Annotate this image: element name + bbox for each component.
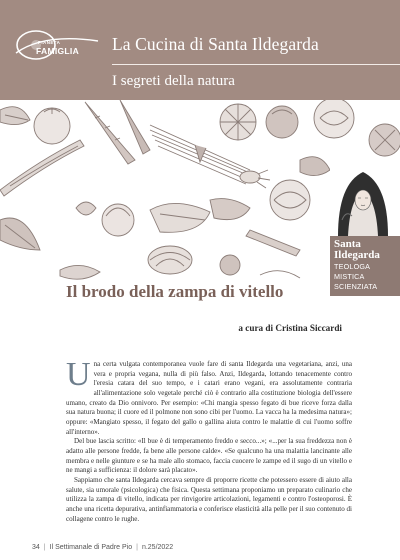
paragraph-2: Del bue lascia scritto: «Il bue è di temperamento freddo e secco...»; «...per la sua freddezza non è adatto alle persone fredde, fa bene alle persone calde». «Se qualcuno ha una malattia lancinante alle membra e nelle giunture e se ha male allo stomaco, faccia cuocere le zampe ed il sugo di un vitello e ne mangi a sufficienza: il dolore sarà placato». (66, 437, 352, 475)
badge-role-3: SCIENZIATA (334, 282, 378, 291)
paragraph-1 (66, 356, 352, 437)
badge-role-2: MISTICA (334, 272, 365, 281)
logo-text-bottom: FAMIGLIA (36, 46, 80, 56)
column-subtitle: I segreti della natura (112, 73, 235, 89)
page-footer: 34 | Il Settimanale di Padre Pio | n.25/2022 (32, 544, 174, 551)
badge-name-line1: Santa (334, 238, 361, 250)
badge-name-line2: Ildegarda (334, 249, 380, 261)
article-byline: a cura di Cristina Siccardi (238, 323, 342, 333)
issue-number: n.25/2022 (141, 544, 174, 551)
column-title: La Cucina di Santa Ildegarda (112, 34, 319, 54)
article-body (66, 356, 352, 524)
page-number: 34 (32, 544, 40, 551)
publication-name: Il Settimanale di Padre Pio (49, 544, 133, 551)
logo-text-top: PIANETA (38, 40, 61, 45)
badge-role-1: TEOLOGA (334, 262, 371, 271)
article-title: Il brodo della zampa di vitello (66, 282, 284, 301)
paragraph-1-text: na certa vulgata contemporanea vuole fare di santa Ildegarda una vegetariana, anzi, una vera e propria vegana, nulla di più falso. Anzi, Ildegarda, lottando tenacemente contro l'eresia catara del suo tempo, e i catari erano vegani, era assolutamente contraria all'alimentazione solo vegetale perché ciò è contrario alla costituzione biologia dell'essere umano, creato da Dio onnivoro. Per esempio: «Chi mangia spesso fegato di bue riceve forza dalla sua natura buona; il cuore ed il polmone non sono cibi per l'uomo. La vacca ha la medesima natura»; oppure: «Mangiato spesso, il fegato del gallo o gallina aiuta contro le malattie di cui l'uomo soffre all'interno». (66, 360, 352, 436)
paragraph-3: Sappiamo che santa Ildegarda cercava sempre di proporre ricette che potessero essere di aiuto alla salute, sia umorale (psicologica) che fisica. Questa settimana proponiamo un preparato culinario che utilizza la zampa di vitello, indicata per rinvigorire articolazioni, legamenti e contro l'osteoporosi. È anche una ricetta depurativa, antinfiammatoria e conferisce elasticità alla pelle per il suo contenuto di collagene contro le rughe. (66, 475, 352, 523)
header-divider (112, 64, 400, 65)
drop-cap: U (66, 356, 91, 393)
saint-portrait (330, 164, 396, 236)
